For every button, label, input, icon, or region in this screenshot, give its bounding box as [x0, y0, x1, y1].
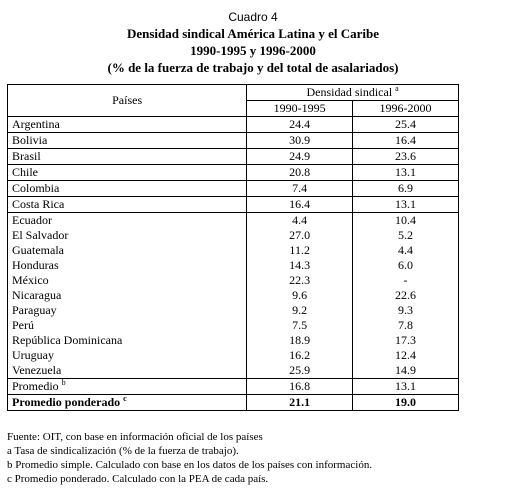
table-body-stacked [8, 213, 459, 379]
cell-1990-1995: 16.2 [247, 348, 353, 363]
table-row [8, 303, 459, 318]
table-row [8, 273, 459, 288]
table-row [8, 149, 459, 165]
cell-country: Ecuador [8, 213, 247, 229]
cell-country: Nicaragua [8, 288, 247, 303]
cell-country: Promedio $^b$ [8, 379, 247, 395]
table-period: 1990-1995 y 1996-2000 [190, 43, 316, 58]
cell-1996-2000: 16.4 [353, 133, 459, 149]
header-countries: Países [8, 85, 247, 117]
cell-1996-2000: 6.9 [353, 181, 459, 197]
cell-country: Costa Rica [8, 197, 247, 213]
cell-1996-2000: 10.4 [353, 213, 459, 229]
cell-country: Uruguay [8, 348, 247, 363]
cell-1990-1995: 25.9 [247, 363, 353, 379]
cell-country: Promedio ponderado $^c$ [8, 395, 247, 411]
table-caption: Cuadro 4 [228, 10, 278, 24]
cell-country: Guatemala [8, 243, 247, 258]
cell-1990-1995: 18.9 [247, 333, 353, 348]
cell-country: Honduras [8, 258, 247, 273]
table-body-grid [8, 117, 459, 213]
note-b: b Promedio simple. Calculado con base en los datos de los países con información. [7, 459, 373, 471]
table-row [8, 333, 459, 348]
cell-1996-2000: 9.3 [353, 303, 459, 318]
note-c: c Promedio ponderado. Calculado con la PEA de cada país. [7, 473, 269, 485]
cell-country: México [8, 273, 247, 288]
cell-country: Colombia [8, 181, 247, 197]
cell-1996-2000: - [353, 273, 459, 288]
cell-1996-2000: 14.9 [353, 363, 459, 379]
note-a: a Tasa de sindicalización (% de la fuerza de trabajo). [7, 445, 239, 457]
table-row [8, 133, 459, 149]
table-row [8, 228, 459, 243]
cell-1996-2000: 23.6 [353, 149, 459, 165]
cell-1990-1995: 16.4 [247, 197, 353, 213]
table-row [8, 117, 459, 133]
table-row [8, 288, 459, 303]
cell-1990-1995: 20.8 [247, 165, 353, 181]
cell-1990-1995: 22.3 [247, 273, 353, 288]
cell-country: Venezuela [8, 363, 247, 379]
header-1990-1995: 1990-1995 [247, 101, 353, 117]
cell-1996-2000: 19.0 [353, 395, 459, 411]
cell-country: Paraguay [8, 303, 247, 318]
cell-country: Chile [8, 165, 247, 181]
table-notes [7, 430, 502, 486]
cell-1996-2000: 6.0 [353, 258, 459, 273]
cell-1990-1995: 27.0 [247, 228, 353, 243]
cell-1990-1995: 4.4 [247, 213, 353, 229]
cell-1990-1995: 7.4 [247, 181, 353, 197]
cell-country: Perú [8, 318, 247, 333]
table-row [8, 165, 459, 181]
table-units: (% de la fuerza de trabajo y del total de asalariados) [107, 60, 399, 75]
cell-country: El Salvador [8, 228, 247, 243]
cell-1990-1995: 16.8 [247, 379, 353, 395]
cell-1990-1995: 14.3 [247, 258, 353, 273]
cell-1996-2000: 13.1 [353, 379, 459, 395]
table-row [8, 197, 459, 213]
note-source: Fuente: OIT, con base en información oficial de los países [7, 431, 263, 443]
table-row [8, 213, 459, 229]
cell-country: Argentina [8, 117, 247, 133]
cell-1996-2000: 7.8 [353, 318, 459, 333]
cell-1990-1995: 21.1 [247, 395, 353, 411]
cell-1996-2000: 5.2 [353, 228, 459, 243]
cell-country: Bolivia [8, 133, 247, 149]
cell-1996-2000: 17.3 [353, 333, 459, 348]
table-row-promedio [8, 379, 459, 395]
cell-1990-1995: 11.2 [247, 243, 353, 258]
table-row-promedio-ponderado [8, 395, 459, 411]
cell-1990-1995: 24.9 [247, 149, 353, 165]
union-density-table [7, 84, 459, 411]
cell-1996-2000: 4.4 [353, 243, 459, 258]
cell-1990-1995: 24.4 [247, 117, 353, 133]
cell-1996-2000: 13.1 [353, 197, 459, 213]
cell-1996-2000: 22.6 [353, 288, 459, 303]
table-title: Densidad sindical América Latina y el Caribe [126, 26, 380, 41]
table-row [8, 181, 459, 197]
cell-country: República Dominicana [8, 333, 247, 348]
cell-1990-1995: 30.9 [247, 133, 353, 149]
header-union-density: Densidad sindical $^a$ [247, 85, 459, 101]
cell-1996-2000: 25.4 [353, 117, 459, 133]
table-row [8, 258, 459, 273]
cell-1990-1995: 9.6 [247, 288, 353, 303]
cell-1996-2000: 13.1 [353, 165, 459, 181]
cell-1990-1995: 9.2 [247, 303, 353, 318]
cell-1996-2000: 12.4 [353, 348, 459, 363]
header-1996-2000: 1996-2000 [353, 101, 459, 117]
table-row [8, 348, 459, 363]
table-row [8, 363, 459, 379]
table-row [8, 243, 459, 258]
cell-1990-1995: 7.5 [247, 318, 353, 333]
cell-country: Brasil [8, 149, 247, 165]
table-row [8, 318, 459, 333]
